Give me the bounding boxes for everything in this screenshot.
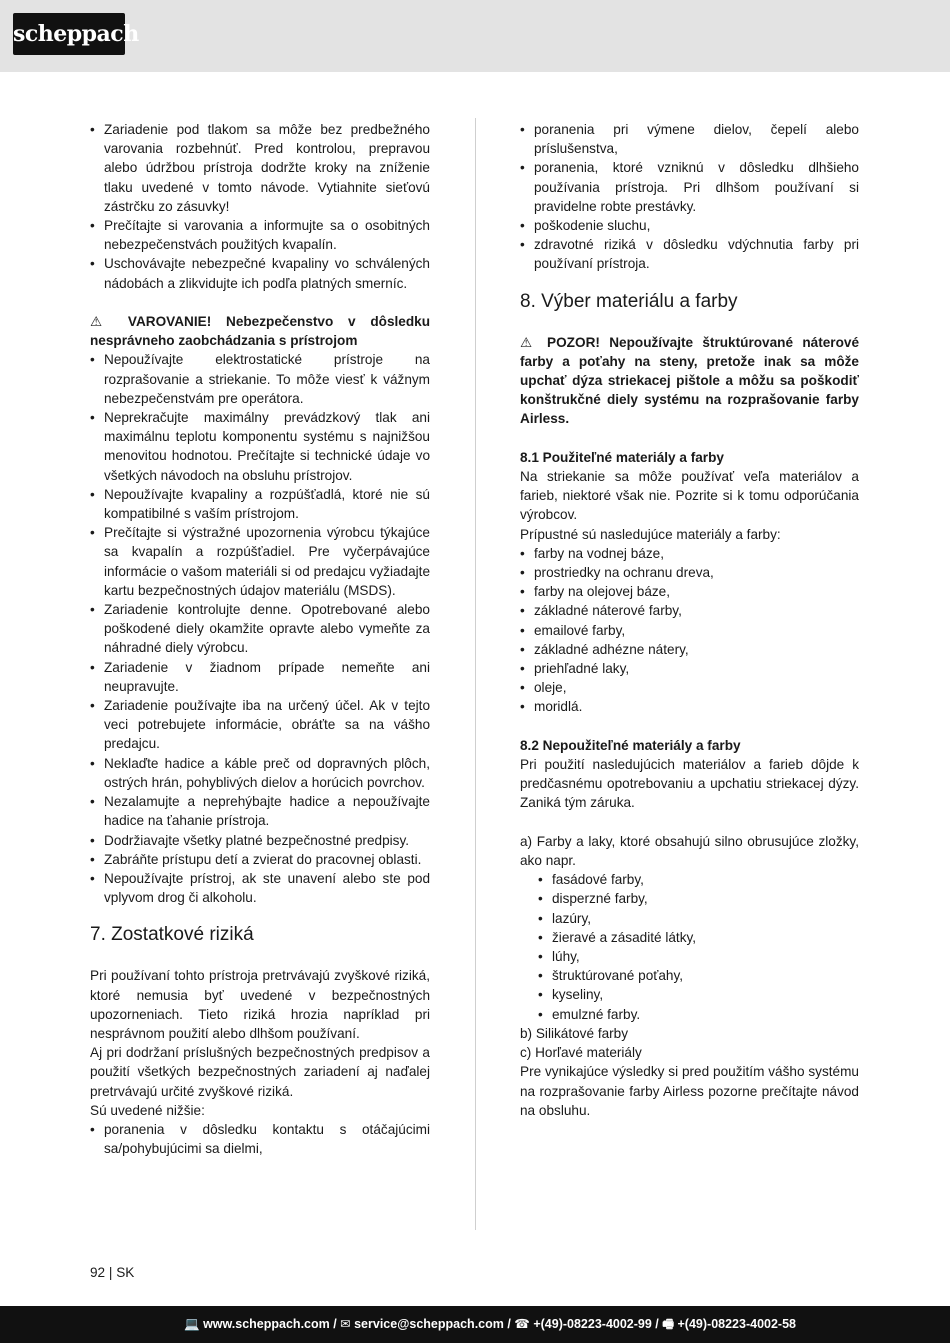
list-item: • lazúry, bbox=[538, 909, 859, 928]
list-item: • Zariadenie v žiadnom prípade nemeňte ani neupravujte. bbox=[90, 658, 430, 696]
footer-contact: 💻 www.scheppach.com / ✉ service@scheppach.com / ☎ +(49)-08223-4002-99 / 🖷 +(49)-08223-4002-58 bbox=[184, 1317, 796, 1331]
section-8-2-title: 8.2 Nepoužiteľné materiály a farby bbox=[520, 737, 741, 753]
warning-icon: ⚠ bbox=[520, 334, 538, 350]
section-7-paragraph: Aj pri dodržaní príslušných bezpečnostných predpisov a použití všetkých bezpečnostných zariadení aj naďalej pretrvávajú určité zvyškové riziká. bbox=[90, 1045, 430, 1099]
list-item: • poranenia v dôsledku kontaktu s otáčajúcimi sa/pohybujúcimi sa dielmi, bbox=[90, 1120, 430, 1158]
page-header bbox=[0, 0, 950, 72]
list-item: • emailové farby, bbox=[520, 621, 859, 640]
section-7-paragraph: Sú uvedené nižšie: bbox=[90, 1102, 205, 1118]
list-item: • štruktúrované poťahy, bbox=[538, 966, 859, 985]
warning-icon: ⚠ bbox=[90, 314, 114, 330]
list-item: • Zariadenie pod tlakom sa môže bez predbežného varovania rozbehnúť. Pred kontrolou, prepravou alebo údržbou prístroja dodržte kroky na zníženie tlaku uvedené v tomto návode. Vytiahnite sieťovú zástrčku zo zásuvky! bbox=[90, 120, 430, 216]
section-7-paragraph: Pri používaní tohto prístroja pretrvávajú zvyškové riziká, ktoré nemusia byť uvedené v bezpečnostných upozorneniach. Tieto riziká hrozia napríklad pri nesprávnom použití alebo dlhšom používaní. bbox=[90, 968, 430, 1041]
warning-text: VAROVANIE! Nebezpečenstvo v dôsledku nesprávneho zaobchádzania s prístrojom bbox=[90, 314, 431, 349]
list-item: • poškodenie sluchu, bbox=[520, 216, 859, 235]
bullet-list-handling bbox=[90, 350, 430, 907]
list-item: • Nepoužívajte prístroj, ak ste unavení alebo ste pod vplyvom drog či alkoholu. bbox=[90, 869, 430, 907]
footer-bar bbox=[0, 1306, 950, 1343]
caution-text: POZOR! Nepoužívajte štruktúrované náterové farby a poťahy na steny, pretože inak sa môže upchať dýza striekacej pištole a môžu sa poškodiť konštrukčné diely systému na rozprašovanie farby Airless. bbox=[520, 334, 860, 427]
list-item: • poranenia pri výmene dielov, čepelí alebo príslušenstva, bbox=[520, 120, 859, 158]
list-item: • Neklaďte hadice a káble preč od dopravných plôch, ostrých hrán, pohyblivých dielov a horúcich povrchov. bbox=[90, 754, 430, 792]
usable-materials-list bbox=[520, 544, 859, 717]
list-item: • základné náterové farby, bbox=[520, 601, 859, 620]
column-divider bbox=[475, 118, 476, 1230]
section-8-title: 8. Výber materiálu a farby bbox=[520, 290, 738, 312]
section-8-2-paragraph: b) Silikátové farby bbox=[520, 1025, 629, 1041]
list-item: • Zariadenie používajte iba na určený účel. Ak v tejto veci potrebujete informácie, obráťte sa na vášho predajcu. bbox=[90, 696, 430, 754]
list-item: • Nepoužívajte kvapaliny a rozpúšťadlá, ktoré nie sú kompatibilné s vaším prístrojom. bbox=[90, 485, 430, 523]
right-column bbox=[520, 120, 859, 1120]
list-item: • oleje, bbox=[520, 678, 859, 697]
list-item: • Zariadenie kontrolujte denne. Opotrebované alebo poškodené diely okamžite opravte alebo vymeňte za náhradné diely výrobcu. bbox=[90, 600, 430, 658]
list-item: • prostriedky na ochranu dreva, bbox=[520, 563, 859, 582]
caution-block bbox=[520, 333, 859, 429]
section-8-1-paragraph: Na striekanie sa môže používať veľa materiálov a farieb, niektoré však nie. Pozrite si k tomu odporúčania výrobcov. bbox=[520, 469, 859, 523]
left-column bbox=[90, 120, 430, 1158]
list-item: • emulzné farby. bbox=[538, 1005, 859, 1024]
list-item: • disperzné farby, bbox=[538, 889, 859, 908]
warning-block bbox=[90, 312, 430, 350]
list-item: • zdravotné riziká v dôsledku vdýchnutia farby pri používaní prístroja. bbox=[520, 235, 859, 273]
list-item: • lúhy, bbox=[538, 947, 859, 966]
page-number: 92 | SK bbox=[90, 1265, 135, 1280]
section-8-1-paragraph: Prípustné sú nasledujúce materiály a farby: bbox=[520, 526, 781, 542]
section-8-2-paragraph: Pre vynikajúce výsledky si pred použitím vášho systému na rozprašovanie farby Airless pozorne prečítajte návod na obsluhu. bbox=[520, 1064, 859, 1118]
list-item: • priehľadné laky, bbox=[520, 659, 859, 678]
section-8-2-paragraph: c) Horľavé materiály bbox=[520, 1045, 642, 1061]
list-item: • Dodržiavajte všetky platné bezpečnostné predpisy. bbox=[90, 831, 430, 850]
list-item: • Nepoužívajte elektrostatické prístroje na rozprašovanie a striekanie. To môže viesť k vážnym nebezpečenstvám pre operátora. bbox=[90, 350, 430, 408]
list-item: • Zabráňte prístupu detí a zvierat do pracovnej oblasti. bbox=[90, 850, 430, 869]
list-item: • moridlá. bbox=[520, 697, 859, 716]
list-item: • základné adhézne nátery, bbox=[520, 640, 859, 659]
section-8-2-paragraph: a) Farby a laky, ktoré obsahujú silno obrusujúce zložky, ako napr. bbox=[520, 833, 859, 869]
list-item: • poranenia, ktoré vzniknú v dôsledku dlhšieho používania prístroja. Pri dlhšom používaní si pravidelne robte prestávky. bbox=[520, 158, 859, 216]
list-item: • Prečítajte si výstražné upozornenia výrobcu týkajúce sa kvapalín a rozpúšťadiel. Pre vyčerpávajúce informácie o vašom materiáli si od predajcu vyžiadajte kartu bezpečnostných údajov materiálu (MSDS). bbox=[90, 523, 430, 600]
list-item: • kyseliny, bbox=[538, 985, 859, 1004]
list-item: • farby na olejovej báze, bbox=[520, 582, 859, 601]
list-item: • farby na vodnej báze, bbox=[520, 544, 859, 563]
list-item: • Prečítajte si varovania a informujte sa o osobitných nebezpečenstvách použitých kvapalín. bbox=[90, 216, 430, 254]
list-item: • Neprekračujte maximálny prevádzkový tlak ani maximálnu teplotu komponentu systému s najnižšou menovitou hodnotou. Prečítajte si technické údaje vo všetkých návodoch na obsluhu prístrojov. bbox=[90, 408, 430, 485]
bullet-list-risks-cont bbox=[520, 120, 859, 274]
list-item: • Uschovávajte nebezpečné kvapaliny vo schválených nádobách a zlikvidujte ich podľa platných smerníc. bbox=[90, 254, 430, 292]
list-item: • fasádové farby, bbox=[538, 870, 859, 889]
list-item: • Nezalamujte a neprehýbajte hadice a nepoužívajte hadice na ťahanie prístroja. bbox=[90, 792, 430, 830]
section-7-title: 7. Zostatkové riziká bbox=[90, 924, 254, 946]
unusable-materials-list bbox=[520, 870, 859, 1024]
scheppach-logo: scheppach bbox=[13, 13, 125, 55]
section-8-1-title: 8.1 Použiteľné materiály a farby bbox=[520, 449, 724, 465]
bullet-list-pressure bbox=[90, 120, 430, 293]
list-item: • žieravé a zásadité látky, bbox=[538, 928, 859, 947]
section-8-2-paragraph: Pri použití nasledujúcich materiálov a farieb dôjde k predčasnému opotrebovaniu a upchatiu striekacej dýzy. Zaniká tým záruka. bbox=[520, 757, 859, 811]
bullet-list-risks bbox=[90, 1120, 430, 1158]
